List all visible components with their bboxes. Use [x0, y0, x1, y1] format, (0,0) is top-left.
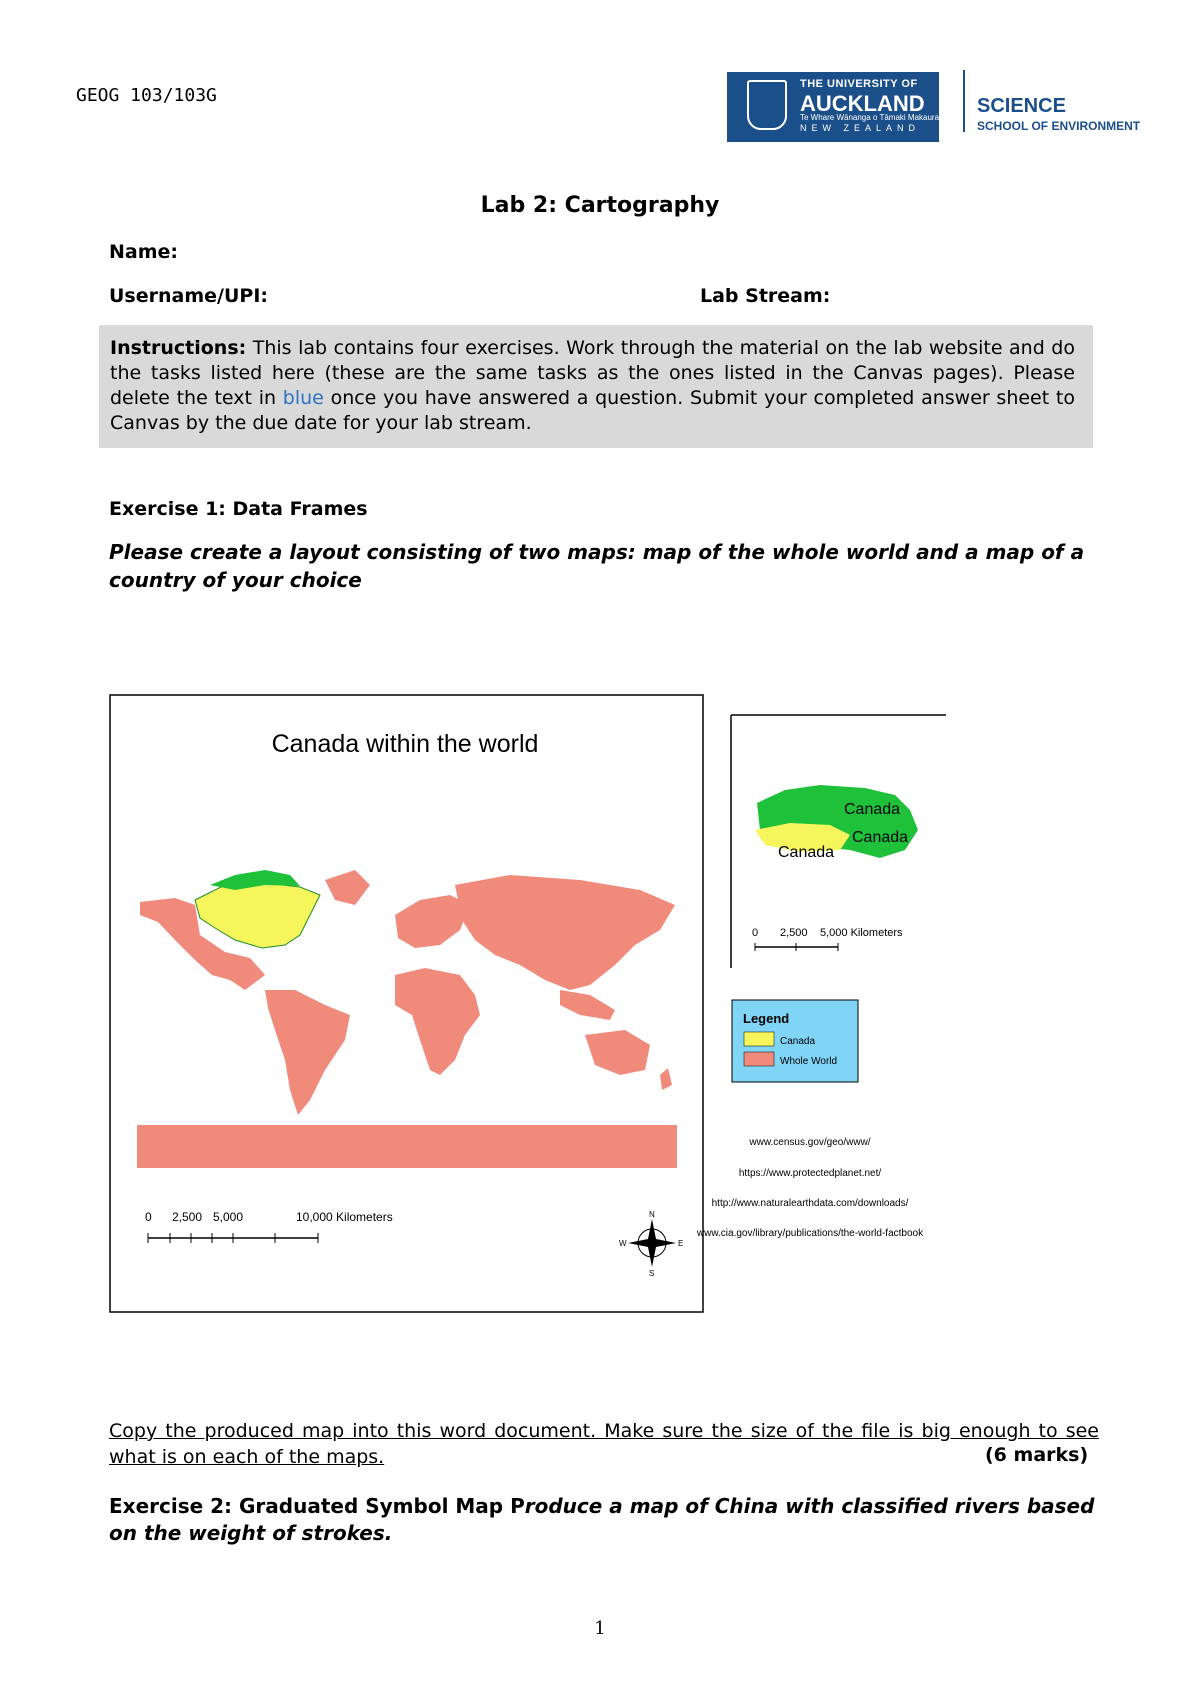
compass-east: E — [678, 1239, 684, 1248]
inset-scale-1: 2,500 — [780, 927, 808, 939]
instructions-label: Instructions: — [110, 337, 247, 359]
logo-country: NEW ZEALAND — [800, 123, 921, 133]
stream-label: Lab Stream: — [700, 285, 831, 307]
crest-icon — [747, 80, 787, 130]
username-label: Username/UPI: — [109, 285, 268, 307]
scale-tick-1: 2,500 — [172, 1210, 203, 1224]
page-number: 1 — [594, 1618, 606, 1639]
page-title: Lab 2: Cartography — [480, 193, 720, 218]
inset-scale-2: 5,000 Kilometers — [820, 927, 903, 939]
source-1: www.census.gov/geo/www/ — [749, 1137, 871, 1148]
copy-text: Copy the produced map into this word document. Make sure the size of the file is big enough to see what is on each of the maps. — [109, 1420, 1099, 1468]
compass-north: N — [649, 1210, 655, 1219]
exercise-1-prompt: Please create a layout consisting of two maps: map of the whole world and a map of a country of your choice — [109, 540, 1085, 592]
source-3: http://www.naturalearthdata.com/downloads/ — [711, 1198, 909, 1209]
inset-label-3: Canada — [778, 844, 835, 861]
name-label: Name: — [109, 241, 179, 263]
legend-item-canada: Canada — [780, 1036, 816, 1047]
inset-scale-0: 0 — [752, 927, 759, 939]
map-legend — [732, 1000, 858, 1082]
logo-maori: Te Whare Wānanga o Tāmaki Makaurau — [800, 113, 944, 122]
instructions-part-2: once you have answered a question. Submit your completed answer sheet to Canvas by the due date for your lab stream. — [110, 387, 1075, 434]
map-layout-figure — [0, 690, 1200, 1320]
copy-instructions — [109, 1418, 1099, 1470]
map-title: Canada within the world — [271, 730, 539, 758]
blue-word: blue — [282, 387, 324, 409]
inset-map — [731, 715, 946, 968]
source-4: www.cia.gov/library/publications/the-world-factbook — [696, 1228, 924, 1239]
compass-west: W — [619, 1239, 627, 1248]
course-code: GEOG 103/103G — [76, 85, 217, 106]
scale-tick-2: 5,000 — [213, 1210, 244, 1224]
inset-label-2: Canada — [852, 829, 909, 846]
exercise-1-marks: (6 marks) — [985, 1444, 1089, 1466]
instructions-part-1: This lab contains four exercises. Work through the material on the lab website and do the tasks listed here (these are the same tasks as the ones listed in the Canvas pages). Please delete the text in — [110, 337, 1075, 409]
exercise-2-heading: Exercise 2: Graduated Symbol Map P — [109, 1494, 525, 1518]
source-2: https://www.protectedplanet.net/ — [738, 1168, 882, 1179]
school-name: SCHOOL OF ENVIRONMENT — [977, 119, 1141, 133]
compass-south: S — [649, 1269, 655, 1278]
legend-item-world: Whole World — [780, 1056, 838, 1067]
logo-divider — [963, 70, 965, 132]
exercise-1-heading: Exercise 1: Data Frames — [109, 498, 368, 520]
faculty-name: SCIENCE — [977, 95, 1066, 117]
logo-line-1: THE UNIVERSITY OF — [800, 78, 918, 90]
scale-tick-3: 10,000 Kilometers — [296, 1210, 393, 1224]
legend-title: Legend — [743, 1011, 790, 1026]
exercise-2 — [109, 1493, 1099, 1547]
inset-label-1: Canada — [844, 801, 901, 818]
data-sources — [696, 1137, 924, 1239]
scale-tick-0: 0 — [145, 1210, 152, 1224]
logo-name: AUCKLAND — [800, 91, 925, 116]
antarctica — [137, 1125, 677, 1168]
instructions-text — [110, 336, 1075, 436]
exercise-2-prompt: roduce a map of China with classified rivers based on the weight of strokes. — [109, 1494, 1095, 1545]
